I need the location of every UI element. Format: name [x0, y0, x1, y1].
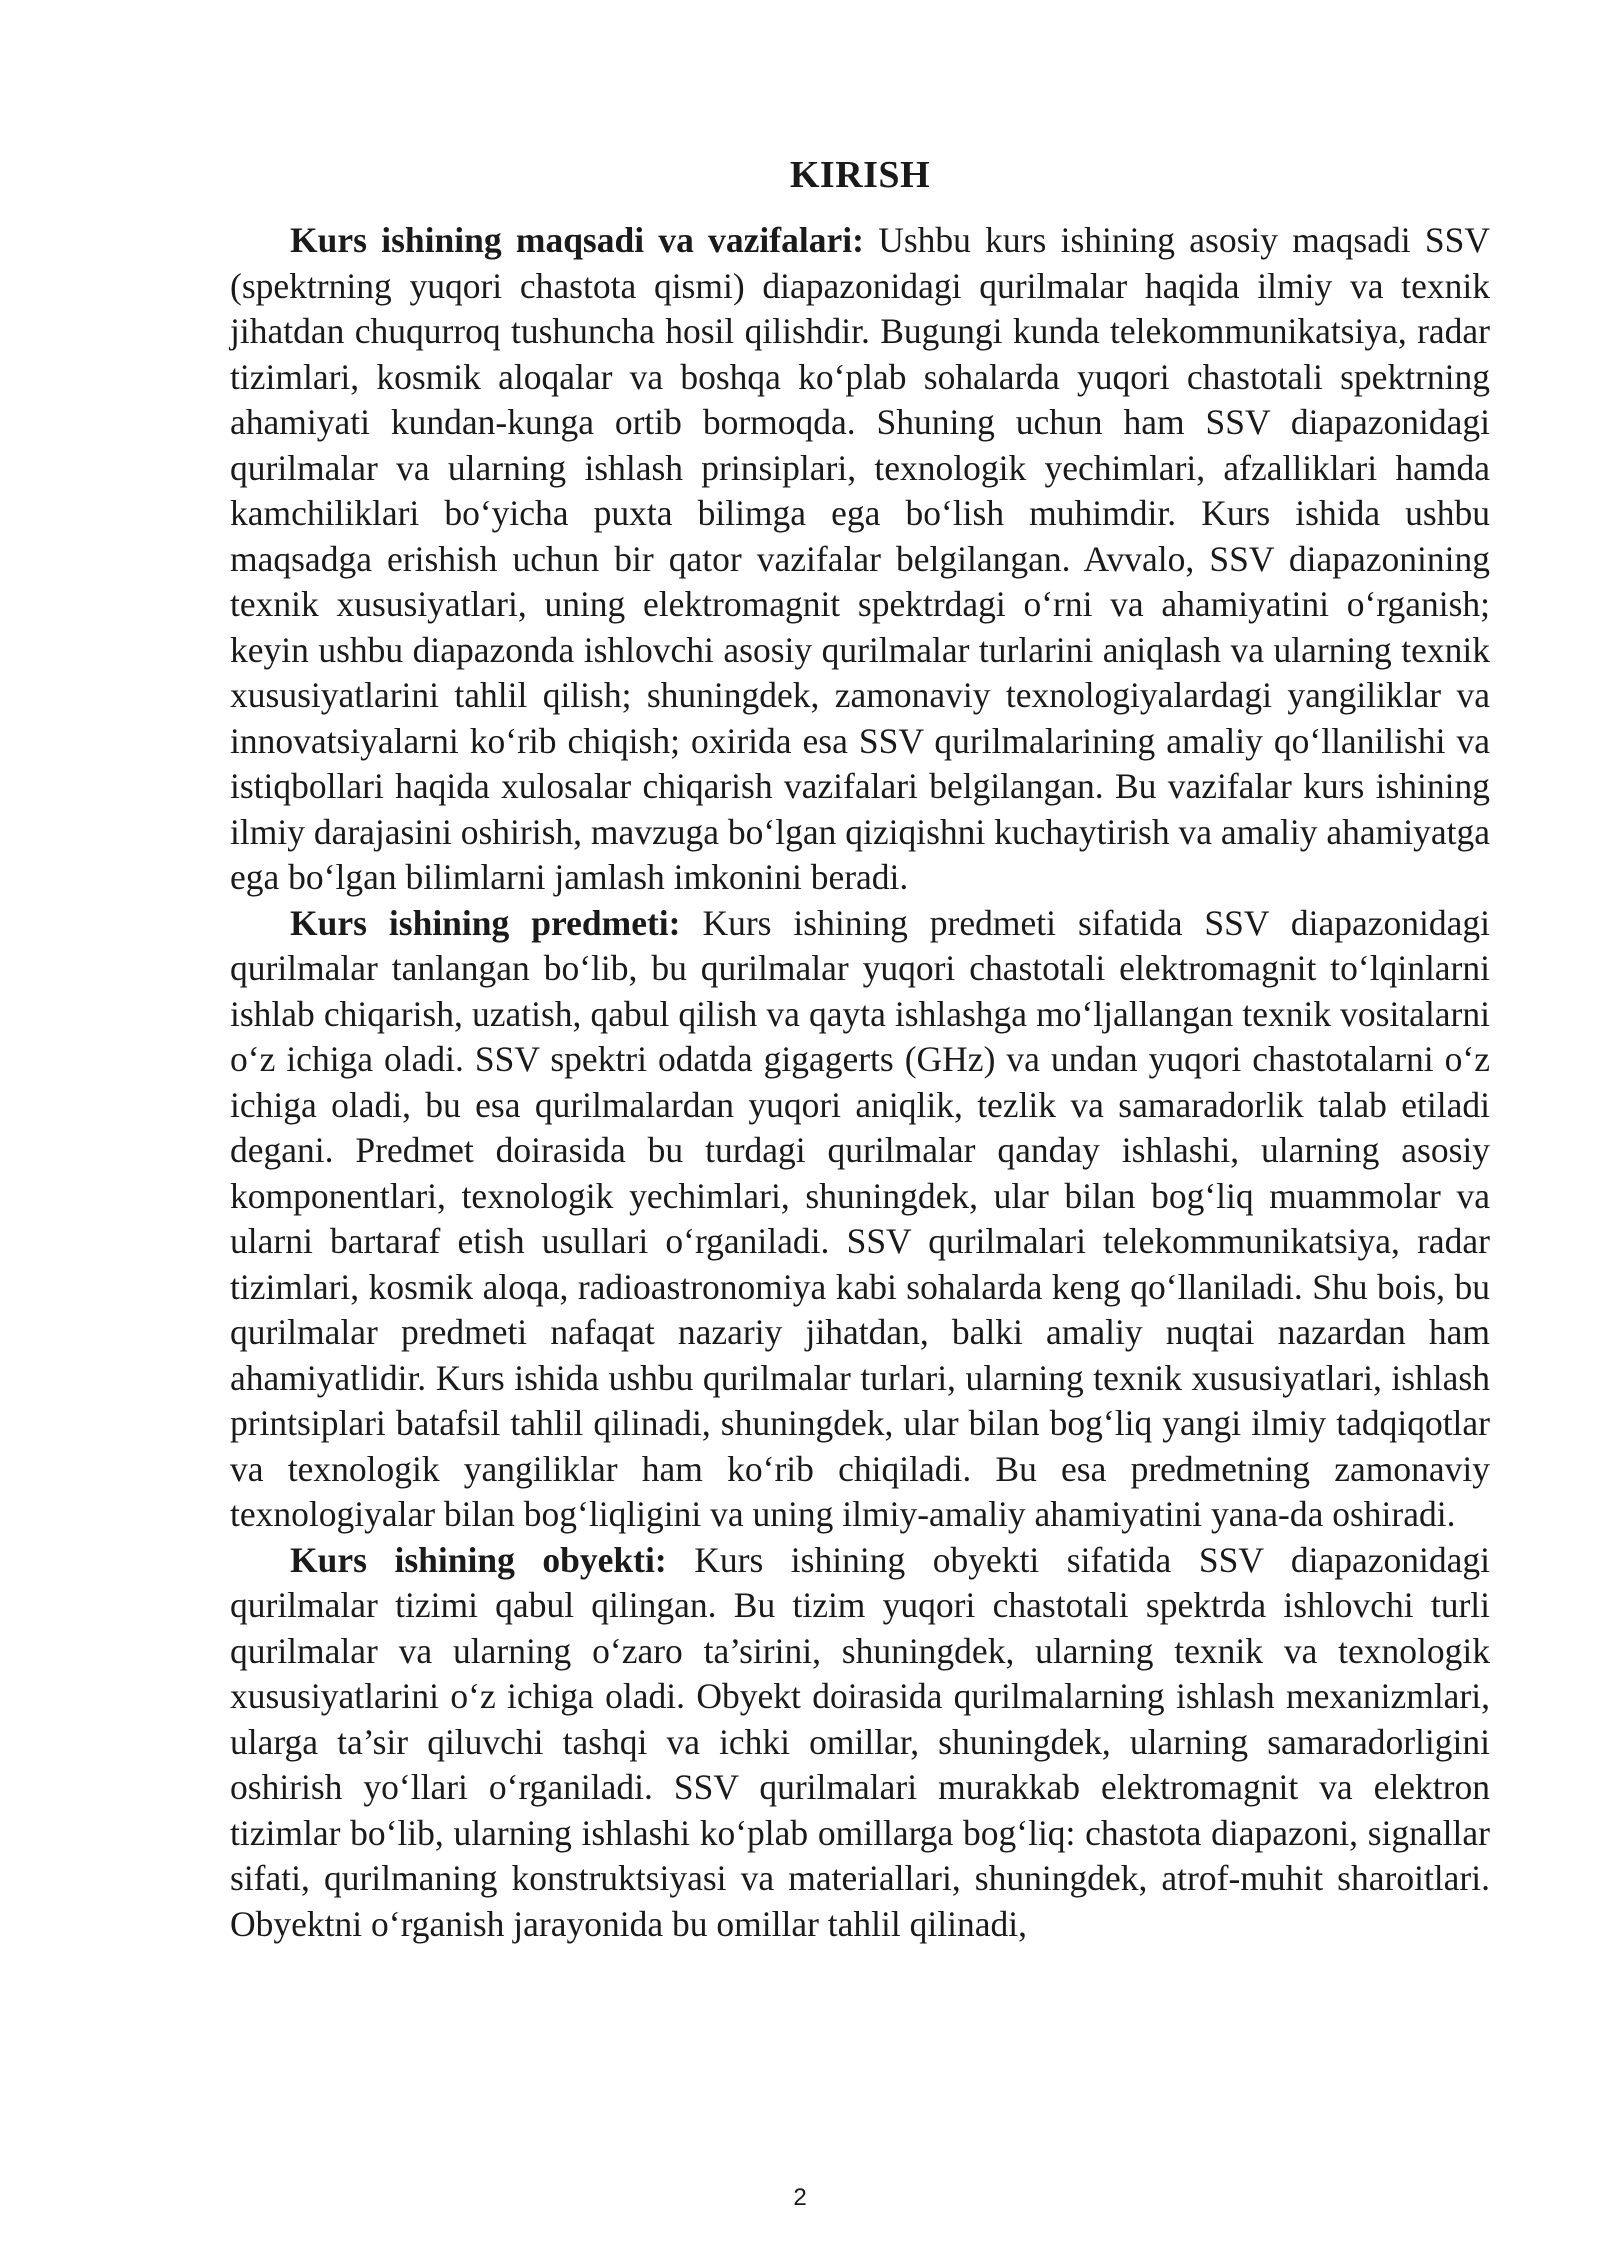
paragraph-body: Kurs ishining predmeti sifatida SSV diapazonidagi qurilmalar tanlangan bo‘lib, bu qurilmalar yuqori chastotali elektromagnit to‘lqinlarni ishlab chiqarish, uzatish, qabul qilish va qayta ishlashga mo‘ljallangan texnik vositalarni o‘z ichiga oladi. SSV spektri odatda gigagerts (GHz) va undan yuqori chastotalarni o‘z ichiga oladi, bu esa qurilmalardan yuqori aniqlik, tezlik va samaradorlik talab etiladi degani. Predmet doirasida bu turdagi qurilmalar qanday ishlashi, ularning asosiy komponentlari, texnologik yechimlari, shuningdek, ular bilan bog‘liq muammolar va ularni bartaraf etish usullari o‘rganiladi. SSV qurilmalari telekommunikatsiya, radar tizimlari, kosmik aloqa, radioastronomiya kabi sohalarda keng qo‘llaniladi. Shu bois, bu qurilmalar predmeti nafaqat nazariy jihatdan, balki amaliy nuqtai nazardan ham ahamiyatlidir. Kurs ishida ushbu qurilmalar turlari, ularning texnik xususiyatlari, ishlash printsiplari batafsil tahlil qilinadi, shuningdek, ular bilan bog‘liq yangi ilmiy tadqiqotlar va texnologik yangiliklar ham ko‘rib chiqiladi. Bu esa predmetning zamonaviy texnologiyalar bilan bog‘liqligini va uning ilmiy-amaliy ahamiyatini yana-da oshiradi.: [230, 902, 1490, 1534]
paragraph-object: [230, 1538, 1490, 1948]
paragraph-purpose: [230, 218, 1490, 901]
section-title: KIRISH: [789, 154, 931, 196]
paragraph-lead: Kurs ishining maqsadi va vazifalari:: [290, 220, 864, 260]
paragraph-lead: Kurs ishining obyekti:: [290, 1539, 667, 1580]
paragraph-lead: Kurs ishining predmeti:: [290, 902, 681, 943]
paragraph-body: Ushbu kurs ishining asosiy maqsadi SSV (spektrning yuqori chastota qismi) diapazonidagi qurilmalar haqida ilmiy va texnik jihatdan chuqurroq tushuncha hosil qilishdir. Bugungi kunda telekommunikatsiya, radar tizimlari, kosmik aloqalar va boshqa ko‘plab sohalarda yuqori chastotali spektrning ahamiyati kundan-kunga ortib bormoqda. Shuning uchun ham SSV diapazonidagi qurilmalar va ularning ishlash prinsiplari, texnologik yechimlari, afzalliklari hamda kamchiliklari bo‘yicha puxta bilimga ega bo‘lish muhimdir. Kurs ishida ushbu maqsadga erishish uchun bir qator vazifalar belgilangan. Avvalo, SSV diapazonining texnik xususiyatlari, uning elektromagnit spektrdagi o‘rni va ahamiyatini o‘rganish; keyin ushbu diapazonda ishlovchi asosiy qurilmalar turlarini aniqlash va ularning texnik xususiyatlarini tahlil qilish; shuningdek, zamonaviy texnologiyalardagi yangiliklar va innovatsiyalarni ko‘rib chiqish; oxirida esa SSV qurilmalarining amaliy qo‘llanilishi va istiqbollari haqida xulosalar chiqarish vazifalari belgilangan. Bu vazifalar kurs ishining ilmiy darajasini oshirish, mavzuga bo‘lgan qiziqishni kuchaytirish va amaliy ahamiyatga ega bo‘lgan bilimlarni jamlash imkonini beradi.: [230, 220, 1491, 897]
paragraph-subject: [230, 901, 1490, 1538]
paragraph-body: Kurs ishining obyekti sifatida SSV diapazonidagi qurilmalar tizimi qabul qilingan. Bu tizim yuqori chastotali spektrda ishlovchi turli qurilmalar va ularning o‘zaro ta’sirini, shuningdek, ularning texnik va texnologik xususiyatlarini o‘z ichiga oladi. Obyekt doirasida qurilmalarning ishlash mexanizmlari, ularga ta’sir qiluvchi tashqi va ichki omillar, shuningdek, ularning samaradorligini oshirish yo‘llari o‘rganiladi. SSV qurilmalari murakkab elektromagnit va elektron tizimlar bo‘lib, ularning ishlashi ko‘plab omillarga bog‘liq: chastota diapazoni, signallar sifati, qurilmaning konstruktsiyasi va materiallari, shuningdek, atrof-muhit sharoitlari. Obyektni o‘rganish jarayonida bu omillar tahlil qilinadi,: [230, 1539, 1490, 1944]
page-number: 2: [793, 2184, 807, 2211]
document-page: [230, 150, 1490, 1947]
